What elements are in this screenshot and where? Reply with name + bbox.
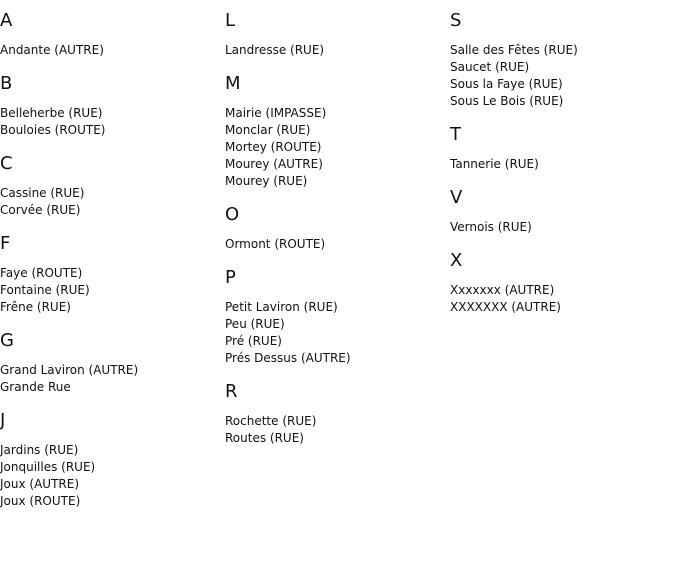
- street-entry[interactable]: Joux (AUTRE): [0, 477, 80, 491]
- street-entry[interactable]: Salle des Fêtes (RUE): [450, 43, 578, 57]
- entry-list: [225, 299, 450, 367]
- letter-heading: T: [450, 124, 461, 145]
- letter-heading: V: [450, 187, 463, 208]
- street-entry[interactable]: Mourey (RUE): [225, 174, 308, 188]
- entry-list: [0, 362, 225, 396]
- entry-list: [450, 219, 675, 236]
- letter-group-a: [0, 10, 225, 59]
- letter-group-c: [0, 153, 225, 219]
- street-entry[interactable]: Andante (AUTRE): [0, 43, 104, 57]
- street-entry[interactable]: Belleherbe (RUE): [0, 106, 103, 120]
- letter-group-m: [225, 73, 450, 190]
- street-entry[interactable]: Xxxxxxx (AUTRE): [450, 283, 555, 297]
- letter-group-f: [0, 233, 225, 316]
- letter-heading: C: [0, 153, 13, 174]
- letter-group-t: [450, 124, 675, 173]
- entry-list: [0, 265, 225, 316]
- letter-group-r: [225, 381, 450, 447]
- street-entry[interactable]: Cassine (RUE): [0, 186, 85, 200]
- street-entry[interactable]: Saucet (RUE): [450, 60, 530, 74]
- letter-heading: S: [450, 10, 462, 31]
- street-entry[interactable]: Tannerie (RUE): [450, 157, 539, 171]
- entry-list: [225, 236, 450, 253]
- letter-heading: B: [0, 73, 13, 94]
- letter-group-x: [450, 250, 675, 316]
- street-entry[interactable]: Petit Laviron (RUE): [225, 300, 338, 314]
- street-entry[interactable]: Joux (ROUTE): [0, 494, 81, 508]
- street-entry[interactable]: Vernois (RUE): [450, 220, 532, 234]
- street-entry[interactable]: Sous la Faye (RUE): [450, 77, 563, 91]
- letter-group-p: [225, 267, 450, 367]
- entry-list: [0, 442, 225, 510]
- entry-list: [450, 42, 675, 110]
- letter-heading: A: [0, 10, 13, 31]
- street-entry[interactable]: Bouloies (ROUTE): [0, 123, 106, 137]
- letter-heading: X: [450, 250, 463, 271]
- letter-group-b: [0, 73, 225, 139]
- letter-group-g: [0, 330, 225, 396]
- street-entry[interactable]: Peu (RUE): [225, 317, 285, 331]
- index-column-2: [225, 0, 450, 575]
- street-entry[interactable]: Monclar (RUE): [225, 123, 311, 137]
- letter-heading: L: [225, 10, 236, 31]
- street-entry[interactable]: Jonquilles (RUE): [0, 460, 96, 474]
- letter-group-j: [0, 410, 225, 510]
- street-entry[interactable]: Mourey (AUTRE): [225, 157, 323, 171]
- street-entry[interactable]: Sous Le Bois (RUE): [450, 94, 564, 108]
- entry-list: [225, 105, 450, 190]
- street-entry[interactable]: Mortey (ROUTE): [225, 140, 322, 154]
- street-entry[interactable]: Rochette (RUE): [225, 414, 317, 428]
- street-entry[interactable]: Landresse (RUE): [225, 43, 325, 57]
- entry-list: [0, 105, 225, 139]
- street-entry[interactable]: Prés Dessus (AUTRE): [225, 351, 351, 365]
- letter-heading: G: [0, 330, 14, 351]
- index-column-3: [450, 0, 675, 575]
- street-entry[interactable]: Fontaine (RUE): [0, 283, 90, 297]
- entry-list: [225, 413, 450, 447]
- street-entry[interactable]: Grand Laviron (AUTRE): [0, 363, 139, 377]
- letter-heading: F: [0, 233, 11, 254]
- entry-list: [0, 185, 225, 219]
- letter-group-l: [225, 10, 450, 59]
- street-entry[interactable]: Jardins (RUE): [0, 443, 79, 457]
- letter-heading: J: [0, 410, 6, 431]
- street-entry[interactable]: Pré (RUE): [225, 334, 282, 348]
- entry-list: [225, 42, 450, 59]
- street-entry[interactable]: Faye (ROUTE): [0, 266, 83, 280]
- street-entry[interactable]: XXXXXXX (AUTRE): [450, 300, 561, 314]
- letter-group-v: [450, 187, 675, 236]
- street-entry[interactable]: Grande Rue: [0, 380, 71, 394]
- letter-group-o: [225, 204, 450, 253]
- street-entry[interactable]: Ormont (ROUTE): [225, 237, 326, 251]
- entry-list: [0, 42, 225, 59]
- street-entry[interactable]: Mairie (IMPASSE): [225, 106, 327, 120]
- street-entry[interactable]: Corvée (RUE): [0, 203, 81, 217]
- letter-group-s: [450, 10, 675, 110]
- street-entry[interactable]: Routes (RUE): [225, 431, 304, 445]
- entry-list: [450, 282, 675, 316]
- entry-list: [450, 156, 675, 173]
- letter-heading: P: [225, 267, 236, 288]
- letter-heading: O: [225, 204, 240, 225]
- street-entry[interactable]: Frêne (RUE): [0, 300, 71, 314]
- letter-heading: M: [225, 73, 241, 94]
- index-column-1: [0, 0, 225, 575]
- letter-heading: R: [225, 381, 238, 402]
